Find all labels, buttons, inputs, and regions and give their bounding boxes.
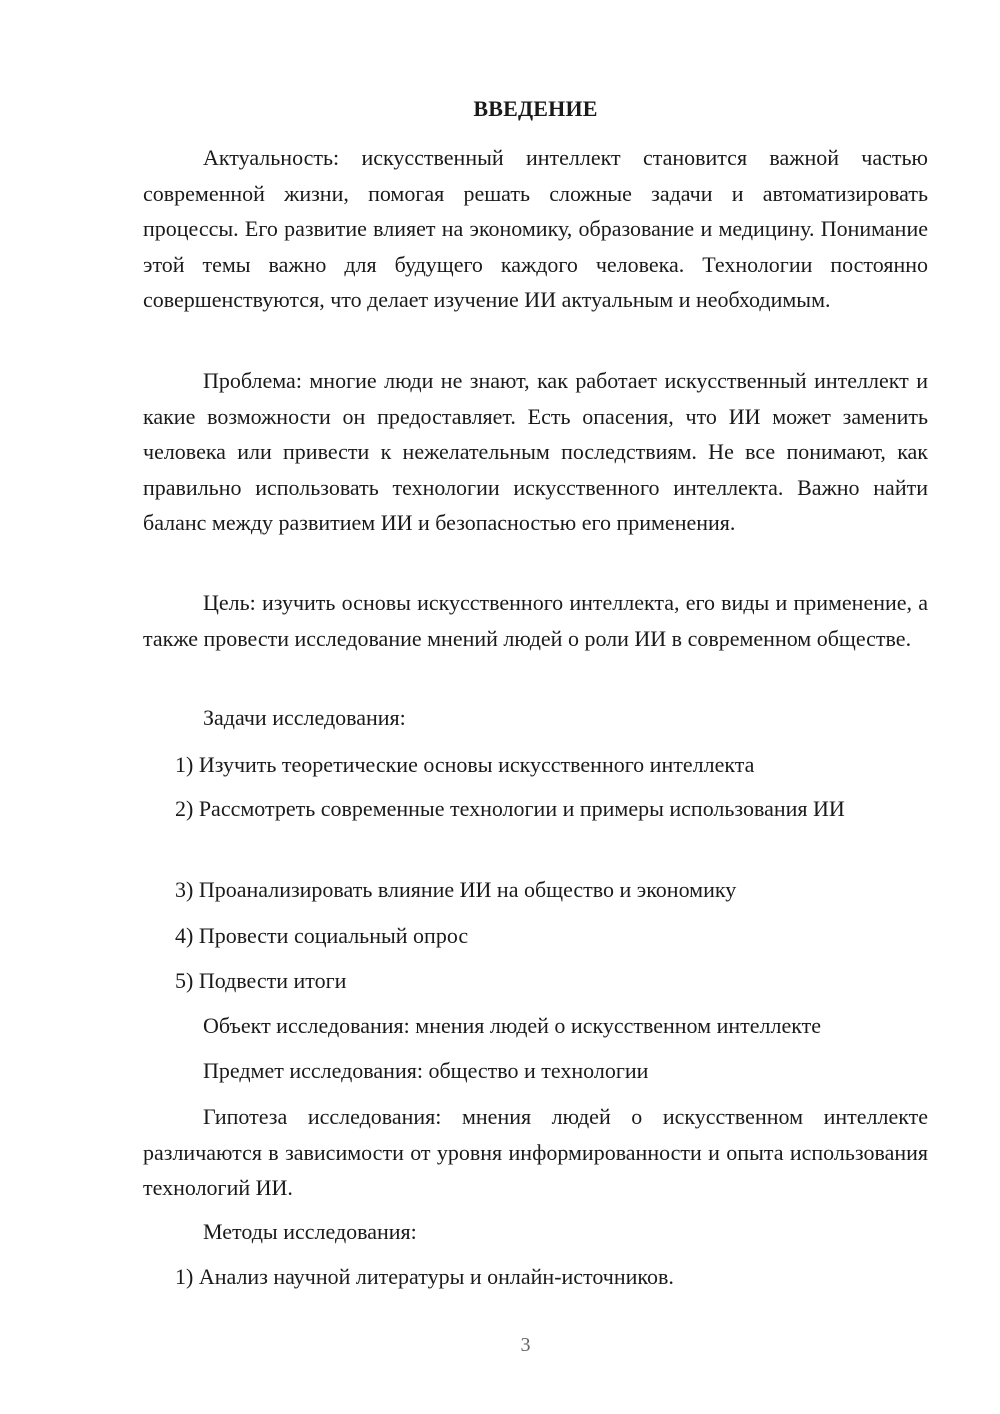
task-item-3: 3) Проанализировать влияние ИИ на общество и экономику: [175, 877, 737, 902]
problem-paragraph: Проблема: многие люди не знают, как работает искусственный интеллект и какие возможности он предоставляет. Есть опасения, что ИИ может заменить человека или привести к нежелательным последствиям. Не все понимают, как правильно использовать технологии искусственного интеллекта. Важно найти баланс между развитием ИИ и безопасностью его применения.: [143, 368, 928, 535]
relevance-paragraph: Актуальность: искусственный интеллект становится важной частью современной жизни, помогая решать сложные задачи и автоматизировать процессы. Его развитие влияет на экономику, образование и медицину. Понимание этой темы важно для будущего каждого человека. Технологии постоянно совершенствуются, что делает изучение ИИ актуальным и необходимым.: [143, 145, 928, 312]
page-number: 3: [520, 1334, 531, 1356]
method-item-1: 1) Анализ научной литературы и онлайн-источников.: [175, 1264, 674, 1289]
task-item-4: 4) Провести социальный опрос: [175, 923, 469, 948]
document-page: [143, 0, 928, 1414]
task-item-5: 5) Подвести итоги: [175, 968, 347, 993]
task-item-2: 2) Рассмотреть современные технологии и примеры использования ИИ: [175, 796, 845, 821]
section-title: ВВЕДЕНИЕ: [473, 96, 598, 121]
task-item-1: 1) Изучить теоретические основы искусственного интеллекта: [175, 752, 755, 777]
object-paragraph: Объект исследования: мнения людей о искусственном интеллекте: [203, 1013, 821, 1038]
hypothesis-paragraph: Гипотеза исследования: мнения людей о искусственном интеллекте различаются в зависимости от уровня информированности и опыта использования технологий ИИ.: [143, 1104, 928, 1200]
goal-paragraph: Цель: изучить основы искусственного интеллекта, его виды и применение, а также провести исследование мнений людей о роли ИИ в современном обществе.: [143, 590, 928, 651]
subject-paragraph: Предмет исследования: общество и технологии: [203, 1058, 649, 1083]
tasks-heading: Задачи исследования:: [203, 705, 406, 730]
methods-heading: Методы исследования:: [203, 1219, 417, 1244]
